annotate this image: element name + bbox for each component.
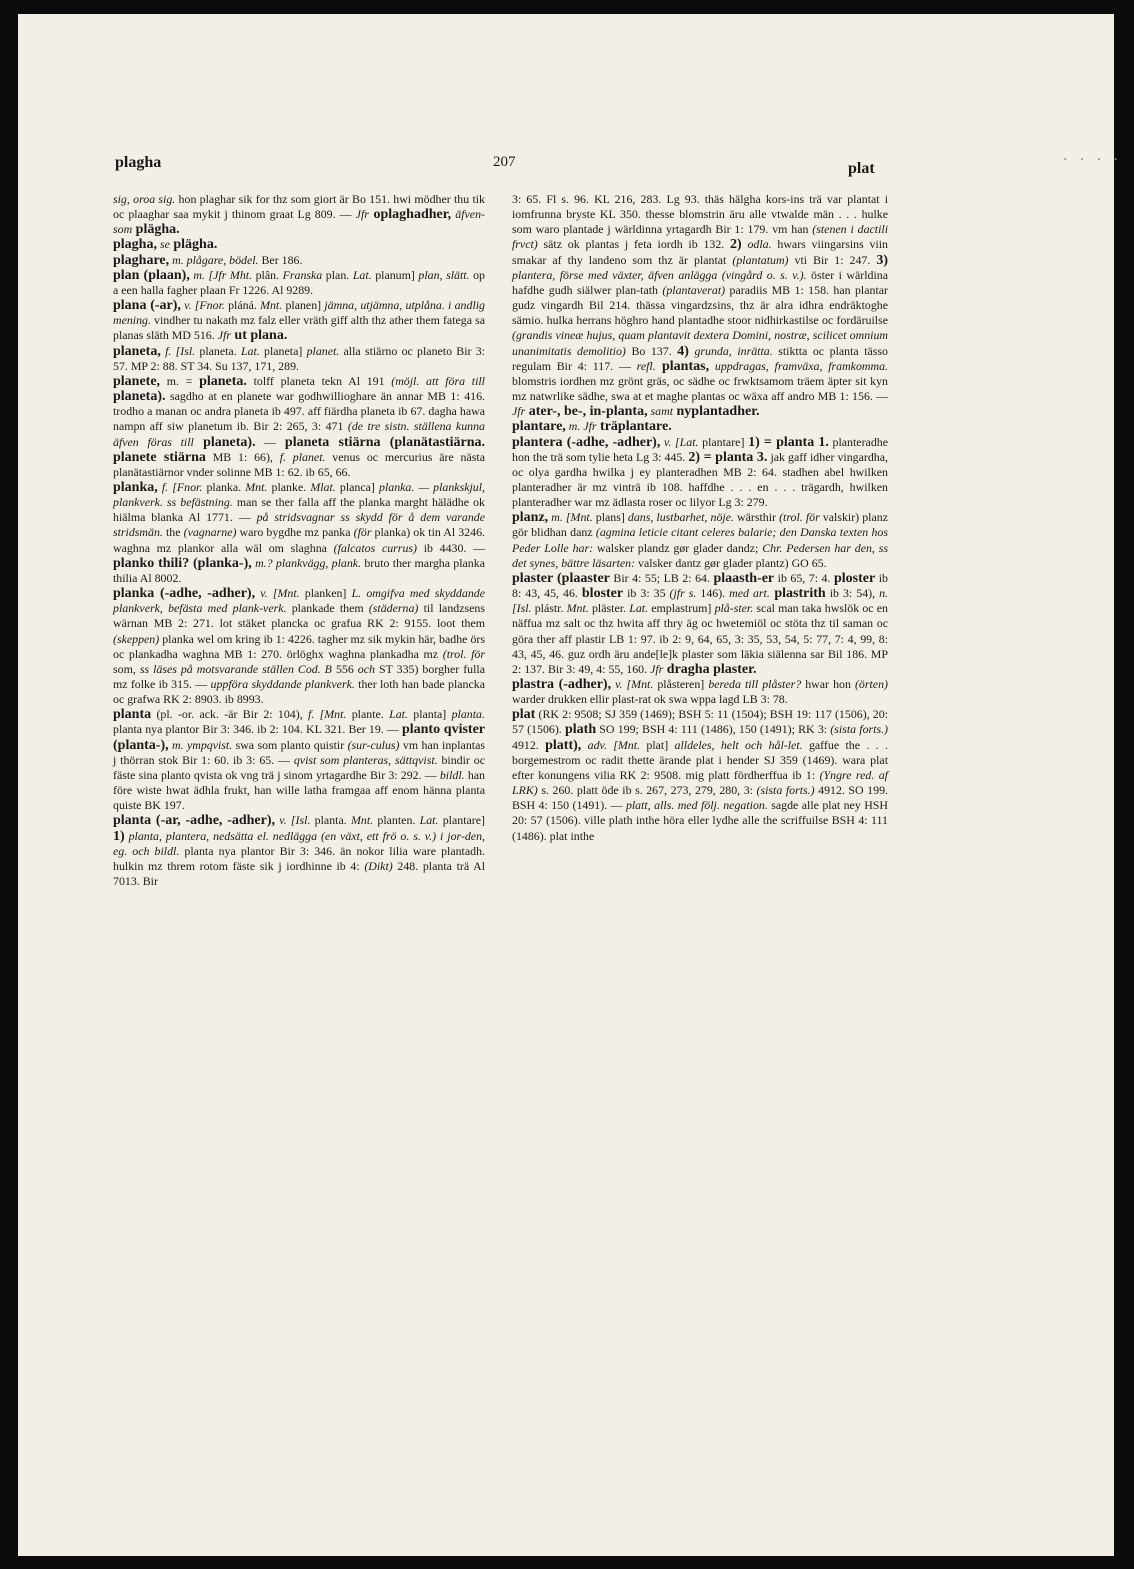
headword: ater-, be-, in-planta,: [525, 404, 648, 420]
entry-text: planta.: [310, 813, 351, 828]
italic-text: (agmina leticie citant celeres balarie; den Danska texten hos Peder Lolle har:: [512, 525, 888, 555]
entry-text: wärsthir: [733, 510, 780, 525]
headword: plagha,: [113, 237, 157, 253]
headword: plägha.: [169, 237, 218, 253]
dictionary-entry: [113, 813, 485, 889]
headword: planz,: [512, 510, 549, 526]
right-column: [512, 192, 888, 844]
italic-text: (vagnarne): [183, 525, 237, 540]
dictionary-entry: [512, 707, 888, 843]
entry-text: vindher tu nakath mz falz eller vräth giff alth thz ather them fatega sa planas släth MD 516.: [113, 313, 485, 343]
italic-text: refl.: [636, 358, 656, 373]
entry-text: plástr.: [531, 601, 567, 616]
headword: ut plana.: [230, 328, 288, 344]
entry-text: hwar hon: [801, 677, 855, 691]
dictionary-entry: [512, 510, 888, 571]
entry-text: plat]: [640, 737, 675, 752]
italic-text: alldeles, helt och hål-let.: [674, 737, 803, 752]
edge-dots: ....: [1062, 146, 1130, 164]
entry-text: planca]: [335, 479, 379, 494]
headword: planta (-ar, -adhe, -adher),: [113, 813, 276, 829]
italic-text: f. planet.: [279, 449, 326, 464]
page-header: [18, 154, 1114, 184]
entry-text: pláná.: [224, 298, 261, 313]
entry-text: tolff planeta tekn Al 191: [246, 373, 392, 388]
italic-text: v. [Lat.: [660, 434, 699, 449]
headword: plantera (-adhe, -adher),: [512, 434, 661, 450]
entry-text: SO 199; BSH 4: 111 (1486), 150 (1491); RK 3:: [596, 722, 831, 737]
left-column: [113, 192, 485, 889]
entry-text: planten.: [373, 813, 420, 828]
headword: planeta.: [199, 373, 247, 389]
headword: planta: [113, 707, 152, 723]
italic-text: (de tre sistn. ställena kunna äfven föras till: [113, 419, 485, 449]
dictionary-entry: [113, 707, 485, 813]
italic-text: v. [Fnor.: [180, 298, 225, 313]
headword: plantare,: [512, 419, 566, 435]
italic-text: qvist som planteras, sättqvist.: [293, 752, 438, 767]
italic-text: ss läses på motsvarande ställen Cod. B: [139, 661, 332, 676]
headword: planete,: [113, 373, 161, 389]
entry-text: blomstris iordhen mz grönt gräs, oc sädhe oc frwktsamom träem äpter sit kyn mz natwrlike sädhe, swa at et maghe plantas oc wäxa aff andro MB 1: 156. —: [512, 373, 888, 404]
entry-text: —: [255, 434, 285, 449]
headword: plat: [512, 707, 536, 723]
italic-text: Franska: [282, 267, 323, 282]
headword: träplantare.: [596, 419, 672, 435]
italic-text: planet.: [306, 343, 340, 358]
headword: plaghare,: [113, 252, 170, 268]
entry-text: ib 3: 54),: [825, 586, 880, 601]
entry-text: m. =: [160, 373, 200, 388]
headword: 4): [677, 343, 689, 359]
italic-text: uppdragas, framväxa, framkomma.: [709, 358, 888, 373]
italic-text: Jfr: [650, 661, 664, 676]
entry-text: planum]: [371, 267, 419, 282]
entry-text: gaffue the . . . borgemestrom oc radit thette ärande plat i hender SJ 359 (1469). wara plat efter konungens vilia RK 2: 9508. mig platt fördherffua ib 1:: [512, 737, 888, 782]
dictionary-entry: [512, 419, 888, 434]
headword: 2) = planta 3.: [688, 449, 768, 465]
headword: plath: [564, 722, 597, 738]
entry-text: planka.: [202, 479, 246, 494]
italic-text: Lat.: [419, 813, 439, 828]
headword: 3): [876, 252, 888, 268]
italic-text: Mnt.: [245, 479, 268, 494]
italic-text: (Dikt): [364, 858, 393, 873]
entry-text: MB 1: 66),: [205, 449, 280, 464]
running-head-left: plagha: [115, 154, 162, 171]
italic-text: platt, alls. med följ. negation.: [625, 798, 768, 813]
italic-text: Jfr: [355, 207, 369, 222]
italic-text: Lat.: [240, 343, 260, 358]
italic-text: Mnt.: [350, 813, 374, 828]
italic-text: planta.: [451, 707, 485, 722]
entry-text: 3: 65. Fl s. 96. KL 216, 283. Lg 93. thäs hälgha kors-ins trä var plantat i iomfrunna bryste KL 350. thesse blomstrin äru alle vtwalde män . . . hulke som waro plantade j wärldinna yrtagardh Bir 1: 179. vm han: [512, 192, 888, 237]
entry-text: warder drukken ellir plast-rat ok swa wppa lagd LB 3: 78.: [512, 692, 788, 707]
italic-text: Lat.: [352, 267, 372, 282]
entry-text: planeta.: [195, 343, 241, 358]
entry-text: planka) ok tin Al 3246. waghna mz plankor alla wäl om slaghna: [113, 525, 485, 555]
headword: planeta,: [113, 343, 161, 359]
italic-text: (trol. för: [779, 510, 820, 525]
entry-text: swa som planto quistir: [232, 737, 348, 752]
italic-text: f. [Fnor.: [157, 479, 203, 494]
headword: planeta).: [113, 389, 166, 405]
entry-text: walsker plandz gør glader dandz;: [593, 540, 763, 555]
headword: planko thili? (planka-),: [113, 555, 252, 571]
headword: plan (plaan),: [113, 267, 190, 283]
entry-text: vti Bir 1: 247.: [788, 252, 877, 267]
italic-text: n. [Isl.: [512, 586, 889, 616]
entry-text: planta nya plantor Bir 3: 346. ib 2: 104. KL 321. Ber 19. —: [113, 722, 402, 737]
entry-text: plantare]: [698, 434, 749, 449]
italic-text: grunda, inrätta.: [688, 343, 773, 358]
entry-text: sagde alle plat ney HSH 20: 57 (1506). ville plath inthe höra eller lydhe alle the scriffuilse BSH 4: 111 (1486). plat inthe: [512, 798, 888, 843]
entry-text: til landzsens wärnan MB 2: 271. lot stäket plancka oc grafua RK 2: 9155. loot them: [113, 601, 485, 631]
entry-text: pläster.: [588, 601, 630, 616]
headword: planeta stiärna (planätastiärna. planete stiärna: [113, 434, 486, 465]
italic-text: planta, plantera, nedsätta el. nedlägga (en växt, ett frö o. s. v.) i jor-den, eg. och bildl.: [113, 828, 485, 858]
headword: planka (-adhe, -adher),: [113, 586, 256, 602]
dictionary-entry: [512, 435, 888, 511]
italic-text: sig, oroa sig.: [113, 192, 176, 206]
italic-text: odla.: [741, 237, 772, 252]
italic-text: (sista forts.): [830, 722, 889, 737]
headword: 1) = planta 1.: [748, 434, 829, 450]
italic-text: m. plågare, bödel.: [169, 252, 259, 267]
dictionary-entry: [512, 677, 888, 707]
italic-text: (jfr s.: [669, 586, 697, 601]
entry-text: valskir) planz gör blidhan danz: [512, 510, 888, 540]
italic-text: plan, slätt.: [418, 267, 470, 282]
entry-text: Bir 4: 55; LB 2: 64.: [609, 570, 714, 585]
italic-text: dans, lustbarhet, nöje.: [627, 510, 734, 525]
italic-text: Jfr: [512, 404, 526, 419]
entry-text: paradiis MB 1: 158. han plantar gudz vingardh Bil 214. thässa vingardzsins, thz är alra idhra endräktoghe sämio. hulka herrans höghro hand plantadhe stoor nidhirkastilse oc fordäruilse: [512, 282, 889, 328]
entry-text: 4912. SO 199. BSH 4: 150 (1491). —: [512, 783, 888, 813]
entry-text: plan.: [322, 267, 353, 282]
italic-text: (sur-culus): [347, 737, 400, 752]
entry-text: han före wiste hwat ädhla frukt, han wille latha framgaa aff enom hänna planta quiste BK 197.: [113, 767, 485, 813]
italic-text: v. [Mnt.: [611, 677, 654, 691]
italic-text: Mnt.: [566, 601, 589, 616]
entry-text: ib 65, 7: 4.: [774, 570, 834, 585]
headword: plana (-ar),: [113, 298, 181, 314]
italic-text: (grandis vineæ hujus, quam plantavit dextera Domini, nostræ, scilicet omnium unanimitatis demolitio): [512, 328, 888, 358]
headword: plantas,: [655, 358, 710, 374]
italic-text: plantera, förse med växter, äfven anlägga (vingård o. s. v.).: [512, 267, 807, 282]
entry-text: ib 8: 43, 45, 46.: [512, 570, 888, 601]
entry-text: ther loth han bade plancka oc grafwa RK 2: 8903. ib 8993.: [113, 677, 486, 707]
entry-text: hwars viingarsins viin smakar af thy landeno som thz är plantat: [512, 237, 889, 267]
entry-text: plankade them: [286, 601, 369, 616]
headword: nyplantadher.: [673, 404, 760, 420]
italic-text: plå-ster.: [714, 601, 754, 616]
entry-text: öster i wärldina hafdhe gudh siälwer plan-tath: [512, 267, 889, 297]
headword: plaasth-er: [713, 570, 775, 586]
entry-text: the: [162, 525, 184, 540]
entry-text: 248. planta trä Al 7013. Bir: [113, 858, 485, 889]
italic-text: m. [Mnt.: [548, 510, 593, 525]
entry-text: (pl. -or. ack. -är Bir 2: 104),: [151, 707, 309, 722]
entry-text: som,: [113, 661, 140, 676]
headword: plägha.: [132, 222, 180, 238]
dictionary-entry: [113, 268, 485, 298]
entry-text: 4912.: [512, 737, 546, 752]
italic-text: L. omgifva med skyddande plankverk, befästa med plank-verk.: [113, 586, 485, 616]
entry-text: Bo 137.: [625, 343, 678, 358]
entry-text: Ber 186.: [258, 252, 303, 267]
headword: planka,: [113, 479, 158, 495]
italic-text: Mlat.: [310, 479, 336, 494]
italic-text: (trol. för: [442, 646, 485, 661]
italic-text: jämna, utjämna, utplåna. i andlig mening.: [113, 298, 485, 328]
entry-text: ib 4430. —: [416, 540, 486, 555]
dictionary-entry: [512, 571, 888, 677]
entry-text: op a een halla fagher plaan Fr 1226. Al 9289.: [113, 267, 485, 297]
italic-text: (skeppen): [113, 631, 160, 646]
entry-text: vm han inplantas j thörran stok Bir 1: 60. ib 3: 65. —: [113, 737, 485, 767]
italic-text: (örten): [854, 677, 888, 691]
entry-text: man se ther falla aff the planka marght hälädhe ok hiälma blanka Al 1771. —: [113, 495, 485, 525]
entry-text: sagdho at en planete war godhwillioghare än annar MB 1: 416. trodho a manan oc andra planeta ib 497. aff fiärdha planeta ib 67. dagha hawa nampn aff siw planetum ib. Bir 2: 265, 3: 471: [113, 389, 485, 434]
entry-text: planta]: [407, 707, 452, 722]
italic-text: m. [Jfr Mht.: [189, 267, 253, 282]
entry-text: planta nya plantor Bir 3: 346. än nokor lilia ware plantadh. hulkin mz threm rotom fäste sik j iordhinne ib 4:: [113, 843, 485, 873]
dictionary-entry: [113, 344, 485, 374]
dictionary-entry: [113, 298, 485, 343]
entry-text: ib 3: 35: [623, 586, 670, 601]
italic-text: samt: [647, 404, 674, 419]
italic-text: med art.: [729, 586, 770, 601]
entry-text: (RK 2: 9508; SJ 359 (1469); BSH 5: 11 (1504); BSH 19: 117 (1506), 20: 57 (1506).: [512, 707, 888, 737]
headword: planeta).: [193, 434, 256, 450]
dictionary-entry: [512, 192, 888, 419]
italic-text: och: [357, 661, 375, 676]
italic-text: Chr. Pedersen har den, ss det synes, bättre läsarten:: [512, 540, 889, 570]
dictionary-entry: [113, 253, 485, 268]
italic-text: bereda till plåster?: [708, 677, 802, 691]
headword: dragha plaster.: [663, 661, 757, 677]
italic-text: (plantatum): [732, 252, 789, 267]
italic-text: v. [Mnt.: [255, 586, 300, 601]
entry-text: 146).: [696, 586, 730, 601]
headword: plaster (plaaster: [512, 570, 610, 586]
entry-text: planteradhe hon the trä som tylie heta Lg 3: 445.: [512, 434, 888, 464]
entry-text: emplastrum]: [648, 601, 715, 616]
headword: bloster: [581, 586, 624, 602]
entry-text: plantare]: [438, 813, 485, 828]
entry-text: planeta]: [259, 343, 307, 358]
italic-text: (stenen i dactili frvct): [512, 222, 889, 252]
entry-text: planen]: [282, 298, 325, 313]
entry-text: jak gaff idher vingardha, oc olya gardha hwilka j ey planteradhen MB 2: 64. stadhen abel hwilken planteradher är mz vinträ ib 108. haffdhe . . . en . . . trägardh, hwilken planteradher war mz ädlasta roser oc lilyor Lg 3: 279.: [512, 449, 888, 510]
entry-text: bruto ther margha planka thilia Al 8002.: [113, 555, 485, 585]
headword: 1): [113, 828, 125, 844]
entry-text: venus oc mercurius äre nästa planätastiärnor vnder solinne MB 1: 62. ib 65, 66.: [113, 449, 485, 479]
italic-text: (för: [353, 525, 372, 540]
italic-text: uppföra skyddande plankverk.: [210, 677, 355, 691]
entry-text: plân.: [252, 267, 283, 282]
running-head-right: plat: [848, 160, 875, 177]
italic-text: på stridsvagnar ss skydd för å dem varande stridsmän.: [113, 510, 486, 540]
italic-text: m.? plankvägg, plank.: [251, 555, 362, 570]
italic-text: se: [156, 237, 170, 252]
headword: platt),: [545, 737, 582, 753]
italic-text: m. ympqvist.: [168, 737, 233, 752]
page-number: 207: [493, 154, 516, 170]
entry-text: s. 260. platt öde ib s. 267, 273, 279, 280, 3:: [537, 783, 757, 798]
entry-text: scal man taka hwslök oc en näffua mz salt oc thz hwita aff thry äg oc hwetemiöl oc stöta thz til saman oc göra ther aff plastir LB 1: 97. ib 2: 9, 64, 65, 3: 35, 53, 54, 5: 77, 7: 4, 99, 8: 43, 45, 46. guz ordh äru ande[le]k plaster som läkia siälenna sar Bil 186. MP 2: 137. Bir 3: 49, 4: 55, 160.: [512, 601, 888, 676]
entry-text: plante.: [346, 707, 390, 722]
dictionary-entry: [113, 480, 485, 586]
italic-text: (städerna): [368, 601, 419, 616]
entry-text: valsker dantz gør glader plantz) GO 65.: [635, 555, 827, 570]
entry-text: plåsteren]: [653, 677, 709, 691]
entry-text: bindir oc fäste sina planto qvista ok vng trä j sinom yrtagardhe Bir 3: 292. —: [113, 752, 485, 782]
italic-text: Jfr: [217, 328, 231, 343]
entry-text: 556: [331, 661, 358, 676]
italic-text: (Yngre red. af LRK): [512, 767, 888, 798]
entry-text: alla stiärno oc planeto Bir 3: 57. MP 2: 88. ST 34. Su 137, 171, 289.: [113, 343, 485, 373]
headword: plastra (-adher),: [512, 677, 612, 692]
headword: oplaghadher,: [368, 207, 452, 223]
italic-text: (möjl. att föra till: [391, 373, 485, 388]
entry-text: waro bygdhe mz panka: [236, 525, 354, 540]
italic-text: m. Jfr: [565, 419, 597, 434]
dictionary-entry: [113, 586, 485, 707]
entry-text: hon plaghar sik for thz som giort är Bo 151. hwi mödher thu tik oc plaaghar saa mykit j thinom graat Lg 809. —: [113, 192, 486, 222]
entry-text: planke.: [267, 479, 311, 494]
entry-text: planka wel om kring ib 1: 4226. tagher mz sik mykin här, badhe örs oc plankadha waghna MB 1: 270. örlöghx waghna plankadha mz: [113, 631, 485, 661]
headword: plastrith: [769, 586, 826, 602]
dictionary-entry: [113, 237, 485, 252]
italic-text: v. [Isl.: [275, 813, 311, 828]
dictionary-entry: [113, 374, 485, 480]
italic-text: Lat.: [389, 707, 408, 722]
headword: ploster: [834, 570, 876, 586]
italic-text: Lat.: [629, 601, 649, 616]
italic-text: Mnt.: [260, 298, 283, 313]
document-page: [18, 14, 1114, 1556]
headword: 2): [730, 237, 742, 253]
italic-text: adv. [Mnt.: [581, 737, 641, 752]
italic-text: planka. — plankskjul, plankverk. ss befästning.: [113, 479, 485, 510]
entry-text: stiktta oc planta tässo regulam Bir 4: 117. —: [512, 343, 889, 373]
entry-text: sätz ok plantas j feta iordh ib 132.: [537, 237, 731, 252]
dictionary-entry: [113, 192, 485, 237]
italic-text: f. [Isl.: [160, 343, 196, 358]
italic-text: bildl.: [439, 767, 465, 782]
italic-text: (sista forts.): [756, 783, 815, 798]
italic-text: (falcatos currus): [333, 540, 417, 555]
entry-text: ST 335) borgher fulla mz folke ib 315. —: [113, 661, 485, 691]
italic-text: äfven-som: [113, 207, 485, 237]
italic-text: (plantaverat): [662, 282, 726, 297]
headword: planto qvister (planta-),: [113, 722, 486, 753]
italic-text: f. [Mnt.: [308, 707, 347, 722]
entry-text: plans]: [592, 510, 628, 525]
entry-text: planken]: [299, 586, 352, 601]
